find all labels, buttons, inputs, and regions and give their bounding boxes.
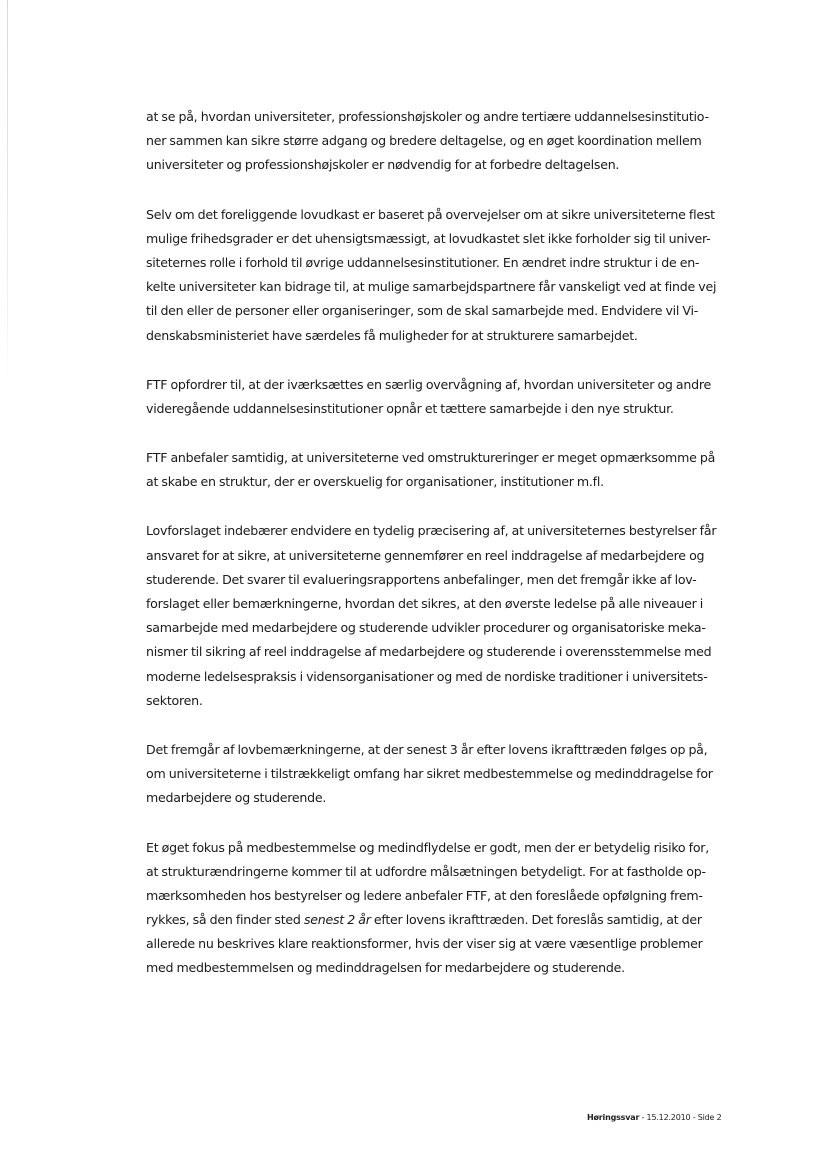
text-line: Selv om det foreliggende lovudkast er baseret på overvejelser om at sikre universiteterne flest	[146, 206, 715, 222]
text-line: samarbejde med medarbejdere og studerende udvikler procedurer og organisatoriske meka-	[146, 620, 706, 636]
text-line: at skabe en struktur, der er overskuelig for organisationer, institutioner m.fl.	[146, 474, 604, 490]
paragraph-7	[146, 836, 746, 981]
text-line-with-emphasis	[146, 908, 746, 932]
text-segment: rykkes, så den finder sted	[146, 912, 304, 928]
text-line: nismer til sikring af reel inddragelse af medarbejdere og studerende i overensstemmelse med	[146, 644, 712, 660]
footer-doc-label: Høringssvar	[587, 1113, 640, 1122]
text-line: kelte universiteter kan bidrage til, at mulige samarbejdspartnere får vanskeligt ved at finde vej	[146, 279, 717, 295]
text-line: mulige frihedsgrader er det uhensigtsmæssigt, at lovudkastet slet ikke forholder sig til univer-	[146, 230, 711, 246]
paragraph-3	[146, 373, 746, 421]
paragraph-6	[146, 738, 746, 811]
text-line: FTF anbefaler samtidig, at universiteterne ved omstruktureringer er meget opmærksomme på	[146, 450, 716, 466]
text-line: mærksomheden hos bestyrelser og ledere anbefaler FTF, at den foreslåede opfølgning frem-	[146, 887, 703, 903]
text-line: Det fremgår af lovbemærkningerne, at der senest 3 år efter lovens ikrafttræden følges op på,	[146, 741, 708, 757]
text-line: Lovforslaget indebærer endvidere en tydelig præcisering af, at universiteternes bestyrelser får	[146, 523, 717, 539]
text-line: moderne ledelsespraksis i vidensorganisationer og med de nordiske traditioner i universitets-	[146, 668, 708, 684]
scan-edge-line	[7, 0, 8, 380]
text-line: studerende. Det svarer til evalueringsrapportens anbefalinger, men det fremgår ikke af lov-	[146, 571, 697, 587]
paragraph-4	[146, 446, 746, 494]
letter-body	[146, 105, 746, 1006]
text-line: at se på, hvordan universiteter, professionshøjskoler og andre tertiære uddannelsesinstitutio-	[146, 109, 709, 124]
text-line: videregående uddannelsesinstitutioner opnår et tættere samarbejde i den nye struktur.	[146, 400, 674, 416]
text-line: siteternes rolle i forhold til øvrige uddannelsesinstitutioner. En ændret indre struktur i de en-	[146, 254, 700, 270]
text-segment: efter lovens ikrafttræden. Det foreslås samtidig, at der	[370, 912, 702, 928]
text-line: Et øget fokus på medbestemmelse og medindflydelse er godt, men der er betydelig risiko for,	[146, 839, 709, 855]
text-line: universiteter og professionshøjskoler er nødvendig for at forbedre deltagelsen.	[146, 157, 620, 173]
paragraph-2	[146, 203, 746, 348]
text-line: til den eller de personer eller organiseringer, som de skal samarbejde med. Endvidere vil Vi-	[146, 303, 699, 319]
page-footer	[587, 1113, 721, 1122]
text-line: denskabsministeriet have særdeles få muligheder for at strukturere samarbejdet.	[146, 327, 638, 343]
footer-date-page: - 15.12.2010 - Side 2	[639, 1113, 722, 1122]
text-line: FTF opfordrer til, at der iværksættes en særlig overvågning af, hvordan universiteter og andre	[146, 376, 711, 392]
emphasis-text: senest 2 år	[303, 912, 371, 928]
text-line: forslaget eller bemærkningerne, hvordan det sikres, at den øverste ledelse på alle niveauer i	[146, 596, 704, 611]
text-line: at strukturændringerne kommer til at udfordre målsætningen betydeligt. For at fastholde op-	[146, 863, 706, 879]
paragraph-5	[146, 519, 746, 713]
text-line: ansvaret for at sikre, at universiteterne gennemfører en reel inddragelse af medarbejdere og	[146, 547, 705, 563]
paragraph-1	[146, 105, 746, 178]
text-line: ner sammen kan sikre større adgang og bredere deltagelse, og en øget koordination mellem	[146, 133, 702, 149]
text-line: om universiteterne i tilstrækkeligt omfang har sikret medbestemmelse og medinddragelse for	[146, 766, 713, 782]
text-line: medarbejdere og studerende.	[146, 790, 327, 806]
text-line: allerede nu beskrives klare reaktionsformer, hvis der viser sig at være væsentlige problemer	[146, 936, 703, 952]
text-line: sektoren.	[146, 692, 203, 708]
text-line: med medbestemmelsen og medinddragelsen for medarbejdere og studerende.	[146, 960, 625, 976]
